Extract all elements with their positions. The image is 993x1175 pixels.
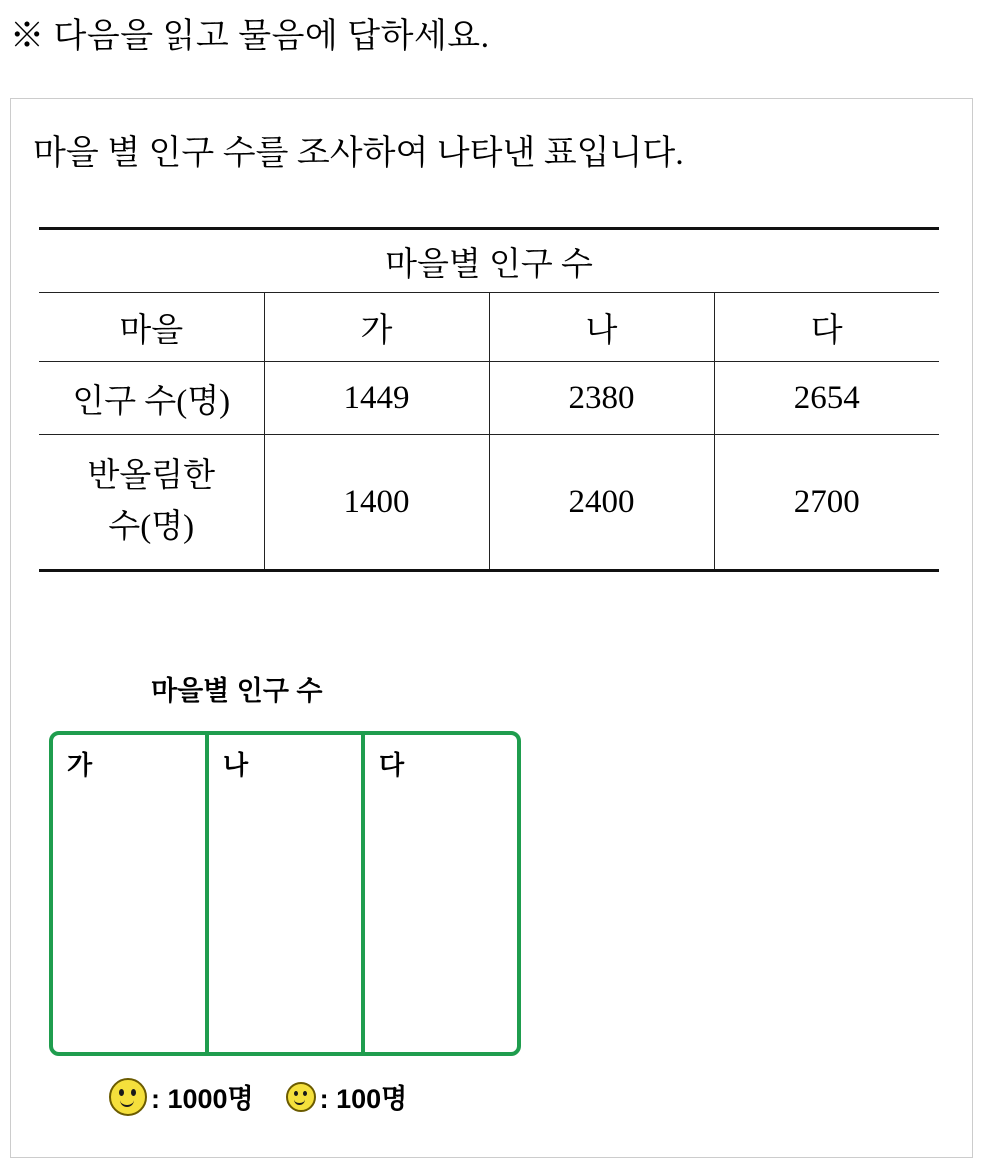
- pictograph-cell-label: 다: [379, 750, 405, 780]
- row-header-rounded-line2: 수(명): [108, 509, 195, 545]
- pictograph-cell-label: 가: [67, 750, 93, 780]
- pictograph-cell-label: 나: [223, 750, 249, 780]
- pictograph-title: 마을별 인구 수: [151, 676, 323, 706]
- smiley-large-icon: [109, 1078, 147, 1116]
- cell-population-na: 2380: [489, 362, 714, 435]
- table-header-col-da: 다: [714, 293, 939, 362]
- legend-label-100: : 100명: [319, 1084, 408, 1114]
- table-header-row: [39, 293, 939, 362]
- pictograph-cell-da[interactable]: [365, 735, 517, 1052]
- problem-box: [10, 98, 973, 1158]
- instruction-line: ※ 다음을 읽고 물음에 답하세요.: [10, 18, 490, 55]
- pictograph-legend: [109, 1077, 429, 1116]
- table-header-col-ga: 가: [264, 293, 489, 362]
- cell-population-ga: 1449: [264, 362, 489, 435]
- population-table: [39, 227, 939, 572]
- table-caption: 마을별 인구 수: [39, 229, 939, 293]
- table-row: [39, 362, 939, 435]
- pictograph-cell-na[interactable]: [209, 735, 365, 1052]
- cell-rounded-na: 2400: [489, 435, 714, 571]
- legend-item-1000: [109, 1077, 254, 1116]
- row-header-rounded: [39, 435, 264, 571]
- cell-rounded-da: 2700: [714, 435, 939, 571]
- table-header-col-na: 나: [489, 293, 714, 362]
- problem-prompt: 마을 별 인구 수를 조사하여 나타낸 표입니다.: [33, 135, 684, 172]
- table-caption-row: [39, 229, 939, 293]
- pictograph-grid[interactable]: [49, 731, 521, 1056]
- table-row: [39, 435, 939, 571]
- table-header-village: 마을: [39, 293, 264, 362]
- pictograph-cell-ga[interactable]: [53, 735, 209, 1052]
- cell-rounded-ga: 1400: [264, 435, 489, 571]
- legend-item-100: [286, 1077, 408, 1116]
- legend-label-1000: : 1000명: [151, 1084, 254, 1114]
- cell-population-da: 2654: [714, 362, 939, 435]
- row-header-population: 인구 수(명): [39, 362, 264, 435]
- smiley-small-icon: [286, 1082, 316, 1112]
- row-header-rounded-line1: 반올림한: [87, 457, 215, 494]
